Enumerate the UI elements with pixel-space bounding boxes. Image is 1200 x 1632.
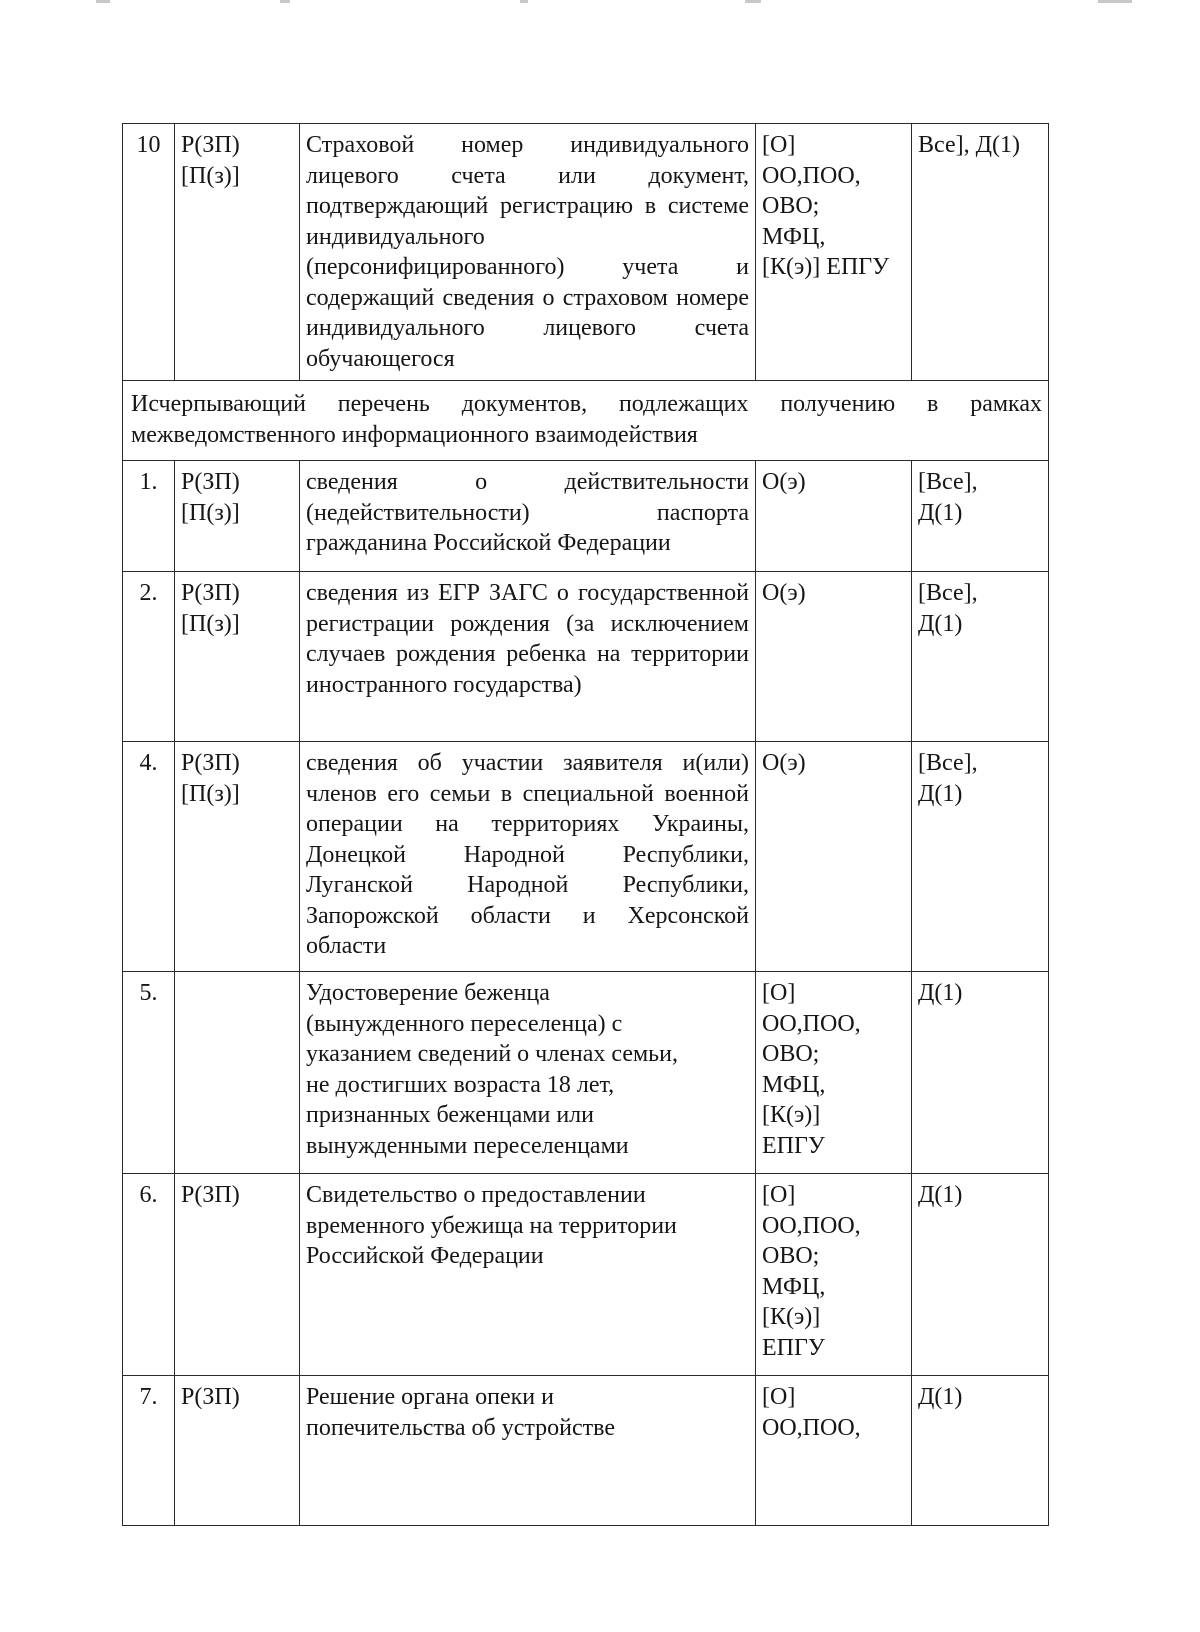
row-method <box>756 1376 912 1526</box>
row-category <box>912 1376 1049 1526</box>
row-method-line: ЕПГУ <box>762 1132 825 1159</box>
row-method-line: МФЦ, <box>762 1273 826 1300</box>
row-method-line: [К(э)] <box>762 1304 821 1330</box>
row-code-line: Р(ЗП) <box>181 1384 240 1410</box>
row-category <box>912 572 1049 742</box>
table-row <box>123 1376 1049 1526</box>
table-row <box>123 972 1049 1174</box>
row-code-line: Р(ЗП) <box>181 580 240 606</box>
row-code <box>175 1376 300 1526</box>
row-description: сведения об участии заявителя и(или) членов его семьи в специальной военной операции на территориях Украины, Донецкой Народной Республики, Луганской Народной Республики, Запорожской области и Херсонской области <box>300 742 756 972</box>
row-code-line: [П(з)] <box>181 780 240 807</box>
row-code <box>175 1174 300 1376</box>
row-method-line: ОО,ПОО, <box>762 1414 861 1441</box>
document-table <box>122 123 1049 1526</box>
row-description-line: Российской Федерации <box>306 1243 544 1269</box>
row-category-line: Д(1) <box>918 1182 963 1208</box>
row-method <box>756 742 912 972</box>
row-code <box>175 572 300 742</box>
row-method <box>756 1174 912 1376</box>
row-code-line: Р(ЗП) <box>181 132 240 158</box>
row-method-line: О(э) <box>762 750 806 776</box>
row-code <box>175 461 300 572</box>
row-method-line: ОВО; <box>762 193 820 219</box>
table-row <box>123 572 1049 742</box>
row-code <box>175 972 300 1174</box>
row-method-line: [О] <box>762 1182 796 1208</box>
row-number: 5. <box>123 972 175 1174</box>
row-method-line: [О] <box>762 980 796 1006</box>
row-category <box>912 972 1049 1174</box>
row-code-line: Р(ЗП) <box>181 750 240 776</box>
section-header: Исчерпывающий перечень документов, подлежащих получению в рамках межведомственного информационного взаимодействия <box>123 381 1049 461</box>
section-header-row <box>123 381 1049 461</box>
row-category-line: Д(1) <box>918 980 963 1006</box>
row-category-line: [Все], <box>918 750 978 776</box>
row-description-line: признанных беженцами или <box>306 1102 594 1128</box>
row-category-line: [Все], <box>918 469 978 495</box>
row-method-line: О(э) <box>762 580 806 606</box>
row-number: 7. <box>123 1376 175 1526</box>
row-method-line: ОВО; <box>762 1243 820 1269</box>
row-description: сведения из ЕГР ЗАГС о государственной регистрации рождения (за исключением случаев рождения ребенка на территории иностранного государства) <box>300 572 756 742</box>
row-method-line: МФЦ, <box>762 223 826 250</box>
row-number: 4. <box>123 742 175 972</box>
row-method <box>756 461 912 572</box>
row-description: Страховой номер индивидуального лицевого счета или документ, подтверждающий регистрацию в системе индивидуального (персонифицированного) учета и содержащий сведения о страховом номере индивидуального лицевого счета обучающегося <box>300 124 756 381</box>
row-method-line: ОО,ПОО, <box>762 1010 861 1037</box>
row-description-line: временного убежища на территории <box>306 1212 677 1239</box>
row-description: сведения о действительности (недействительности) паспорта гражданина Российской Федерации <box>300 461 756 572</box>
row-code-line: Р(ЗП) <box>181 1182 240 1208</box>
row-description <box>300 972 756 1174</box>
row-description-line: Решение органа опеки и <box>306 1384 554 1410</box>
row-category-line: Все], Д(1) <box>918 132 1020 158</box>
row-method-line: О(э) <box>762 469 806 495</box>
row-code <box>175 742 300 972</box>
row-description-line: (вынужденного переселенца) с <box>306 1010 623 1037</box>
row-description-line: вынужденными переселенцами <box>306 1132 629 1159</box>
row-method-line: [О] <box>762 132 796 158</box>
row-method-line: ОО,ПОО, <box>762 1212 861 1239</box>
table-row <box>123 742 1049 972</box>
row-description-line: попечительства об устройстве <box>306 1414 615 1441</box>
row-category-line: Д(1) <box>918 499 963 526</box>
row-code-line: [П(з)] <box>181 499 240 526</box>
row-method-line: [К(э)] ЕПГУ <box>762 254 890 280</box>
row-category-line: Д(1) <box>918 610 963 637</box>
scan-edge-noise <box>0 0 1200 12</box>
table-row <box>123 461 1049 572</box>
row-number: 10 <box>123 124 175 381</box>
row-method <box>756 572 912 742</box>
row-code-line: [П(з)] <box>181 610 240 637</box>
row-code-line: Р(ЗП) <box>181 469 240 495</box>
row-description-line: Свидетельство о предоставлении <box>306 1182 646 1208</box>
row-code-line: [П(з)] <box>181 162 240 189</box>
row-description <box>300 1174 756 1376</box>
row-category <box>912 742 1049 972</box>
row-category-line: Д(1) <box>918 1384 963 1410</box>
row-method-line: ОО,ПОО, <box>762 162 861 189</box>
row-category <box>912 124 1049 381</box>
row-category <box>912 1174 1049 1376</box>
table-row <box>123 1174 1049 1376</box>
row-category-line: Д(1) <box>918 780 963 807</box>
table-row <box>123 124 1049 381</box>
row-description <box>300 1376 756 1526</box>
row-method-line: МФЦ, <box>762 1071 826 1098</box>
row-number: 1. <box>123 461 175 572</box>
row-method-line: [К(э)] <box>762 1102 821 1128</box>
row-method-line: ОВО; <box>762 1041 820 1067</box>
row-category-line: [Все], <box>918 580 978 606</box>
row-category <box>912 461 1049 572</box>
row-description-line: Удостоверение беженца <box>306 980 550 1006</box>
row-number: 2. <box>123 572 175 742</box>
row-method-line: ЕПГУ <box>762 1334 825 1361</box>
row-description-line: указанием сведений о членах семьи, <box>306 1041 678 1067</box>
row-method <box>756 972 912 1174</box>
row-method-line: [О] <box>762 1384 796 1410</box>
row-description-line: не достигших возраста 18 лет, <box>306 1071 615 1098</box>
row-code <box>175 124 300 381</box>
row-number: 6. <box>123 1174 175 1376</box>
row-method <box>756 124 912 381</box>
